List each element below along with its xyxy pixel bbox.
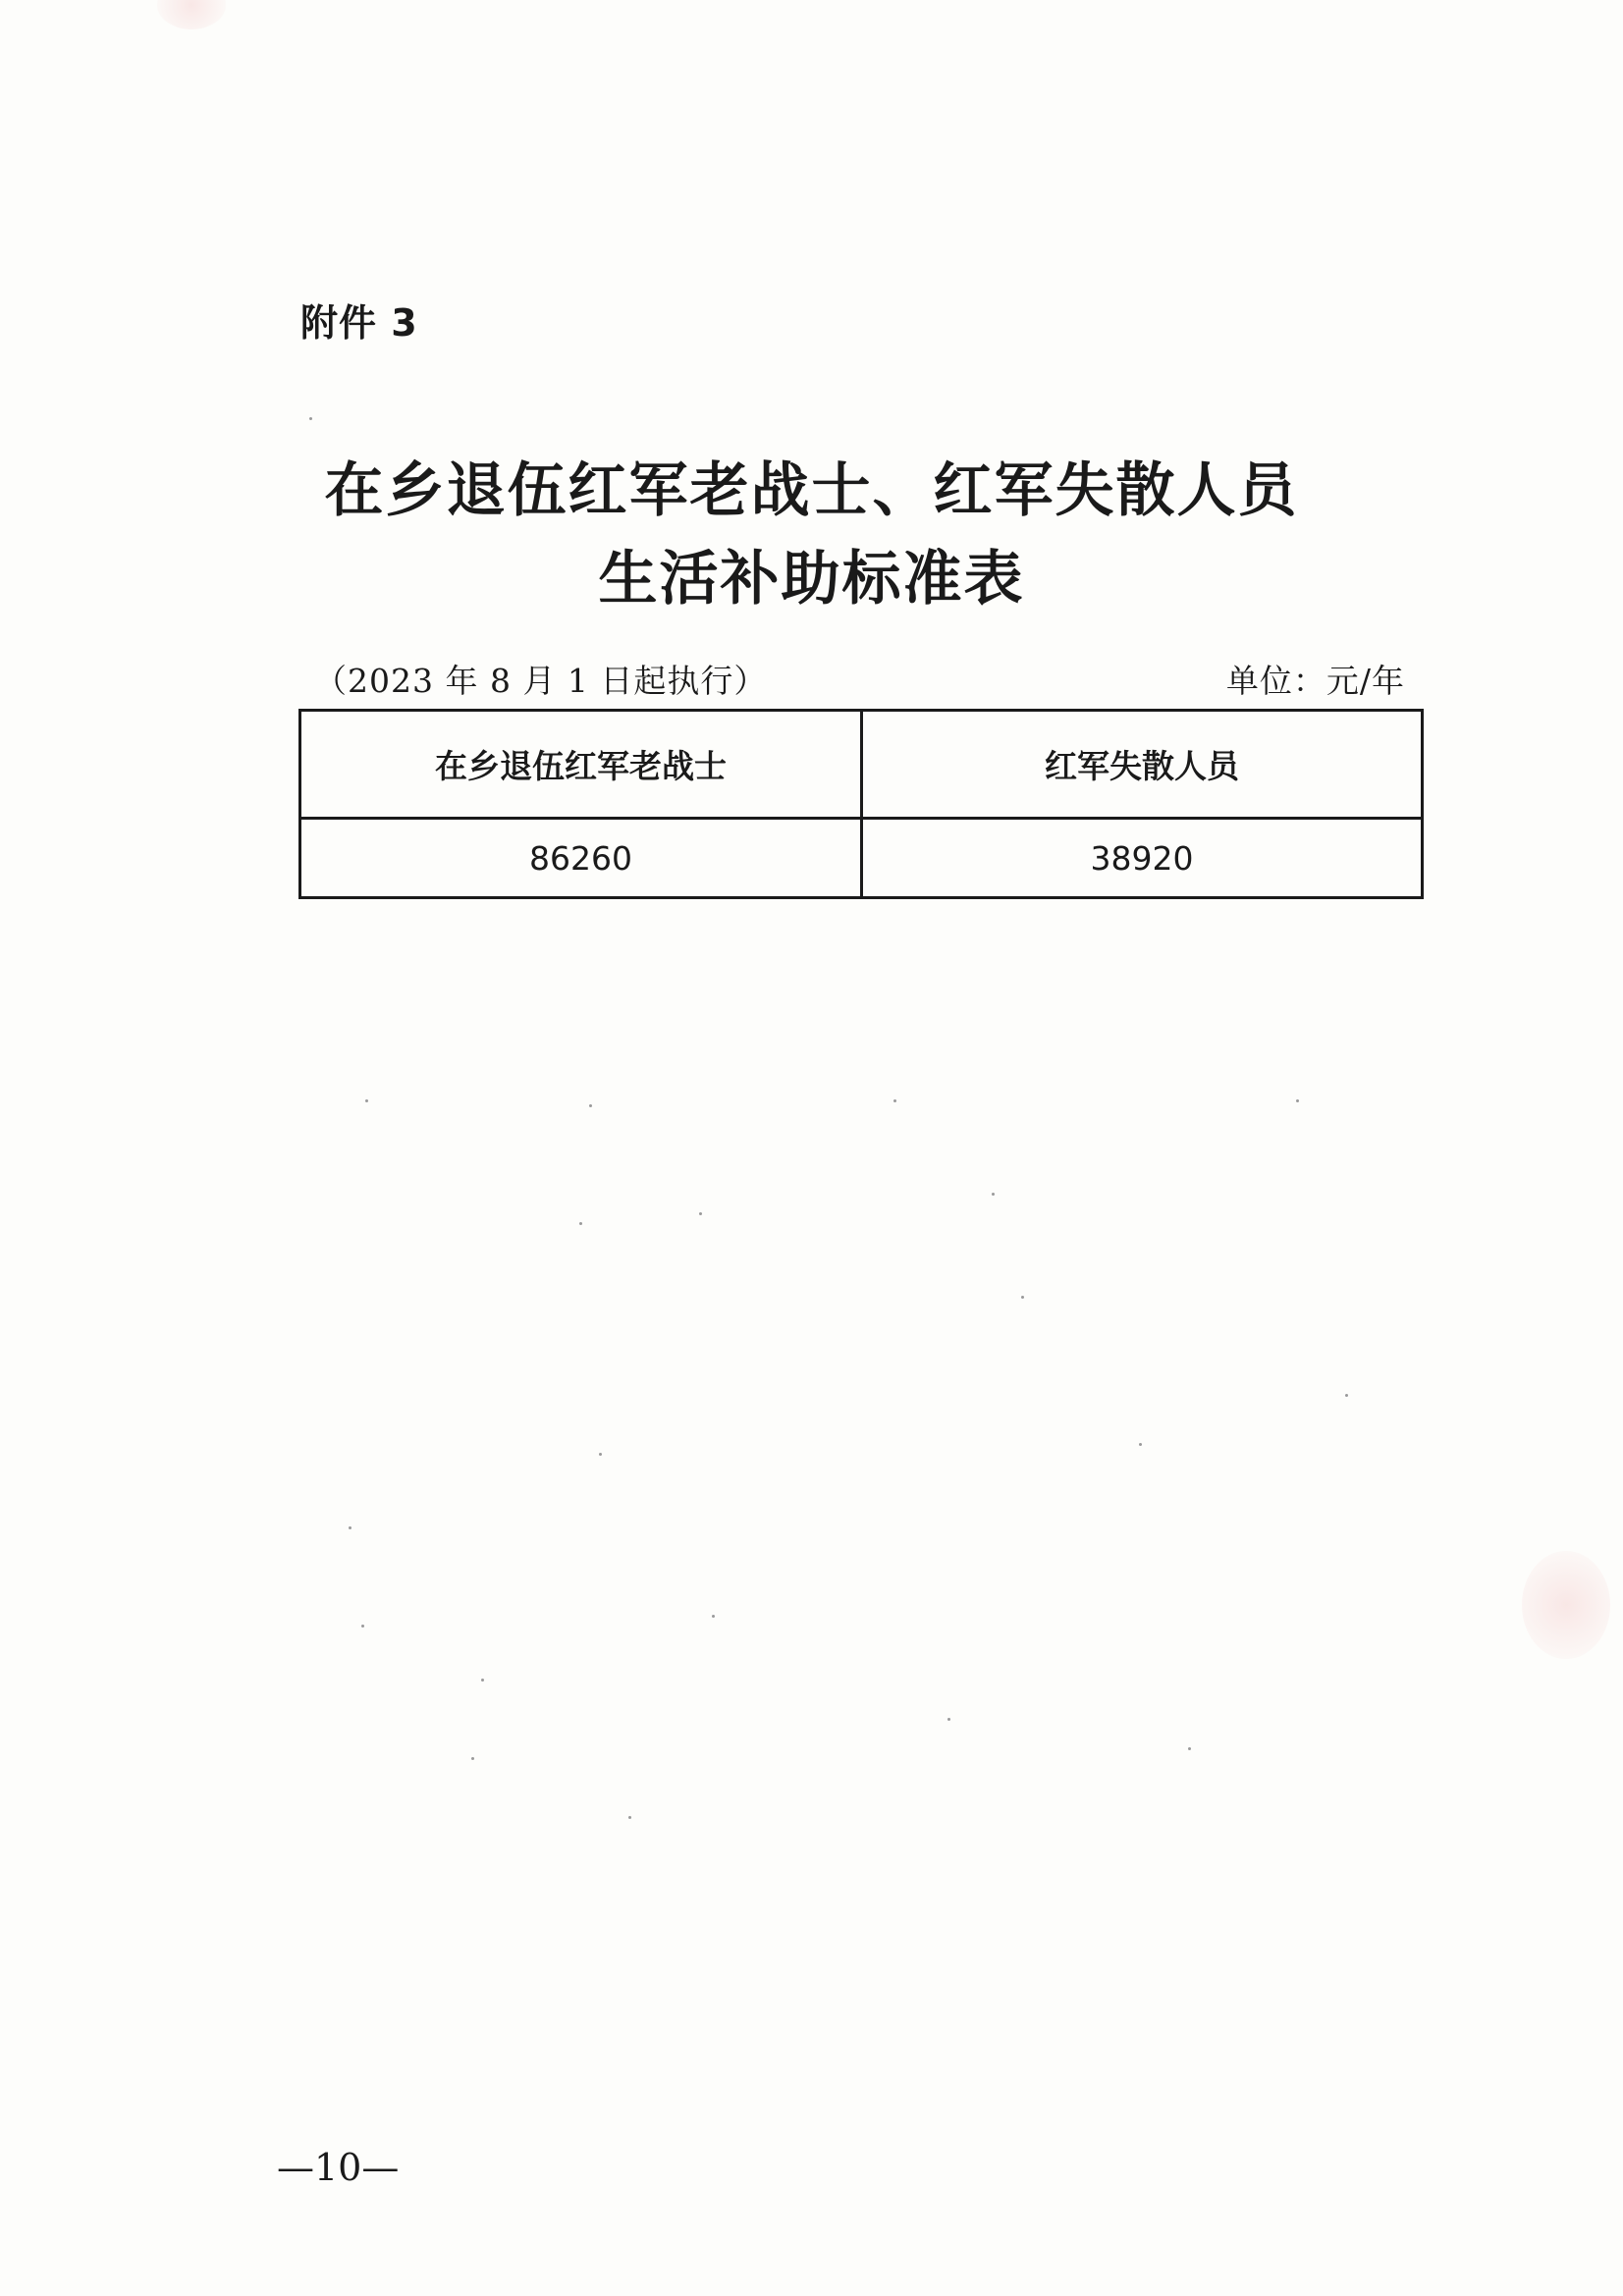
paper-speck	[1021, 1296, 1024, 1299]
paper-speck	[947, 1718, 950, 1721]
paper-speck	[1296, 1099, 1299, 1102]
table-value-veterans: 86260	[301, 820, 863, 896]
document-title-line-2: 生活补助标准表	[598, 545, 1025, 614]
paper-speck	[599, 1453, 602, 1456]
document-title-line-1: 在乡退伍红军老战士、红军失散人员	[324, 456, 1299, 525]
attachment-label: 附件 3	[300, 301, 418, 345]
effective-date-note: （2023 年 8 月 1 日起执行）	[314, 662, 768, 700]
unit-note: 单位：元/年	[1225, 662, 1405, 700]
paper-speck	[712, 1615, 715, 1618]
paper-speck	[699, 1212, 702, 1215]
paper-speck	[471, 1757, 474, 1760]
paper-speck	[361, 1625, 364, 1628]
table-value-dispersed-personnel: 38920	[1090, 838, 1194, 878]
paper-speck	[1345, 1394, 1348, 1397]
paper-speck	[579, 1222, 582, 1225]
paper-speck	[1188, 1747, 1191, 1750]
page-number: —10—	[277, 2146, 400, 2189]
paper-speck	[628, 1816, 631, 1819]
paper-stain	[157, 0, 226, 29]
paper-speck	[481, 1679, 484, 1682]
paper-speck	[893, 1099, 896, 1102]
table-header-veterans: 在乡退伍红军老战士	[301, 712, 863, 820]
paper-stain	[1522, 1551, 1610, 1659]
paper-speck	[349, 1526, 352, 1529]
paper-speck	[589, 1104, 592, 1107]
paper-speck	[992, 1193, 995, 1196]
table-header-dispersed-personnel: 红军失散人员	[863, 712, 1421, 820]
subsidy-standard-table	[298, 709, 1424, 899]
paper-speck	[309, 417, 312, 420]
paper-speck	[365, 1099, 368, 1102]
paper-speck	[1139, 1443, 1142, 1446]
